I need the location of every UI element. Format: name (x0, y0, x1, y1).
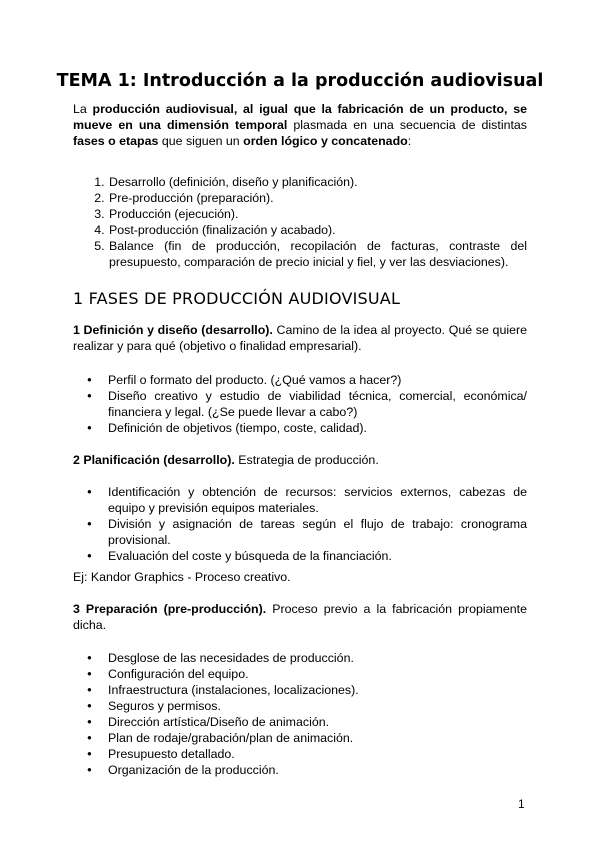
section-1-heading: 1 Definición y diseño (desarrollo). (73, 323, 273, 337)
list-item: ● Configuración del equipo. (108, 666, 527, 682)
list-item: ● Dirección artística/Diseño de animación. (108, 714, 527, 730)
list-item: ● Evaluación del coste y búsqueda de la financiación. (108, 548, 527, 564)
phases-list (73, 174, 527, 270)
list-item: ● Perfil o formato del producto. (¿Qué vamos a hacer?) (108, 372, 527, 388)
list-item: 3. Producción (ejecución). (108, 206, 527, 222)
section-3-list (73, 650, 527, 778)
intro-bold-1: producción audiovisual, al igual que la fabricación de un producto, se mueve en una dimensión temporal (73, 102, 527, 132)
list-item: ● Infraestructura (instalaciones, localizaciones). (108, 682, 527, 698)
section-2-heading: 2 Planificación (desarrollo). (73, 453, 235, 467)
list-item: ● Organización de la producción. (108, 762, 527, 778)
list-item: 5. Balance (fin de producción, recopilación de facturas, contraste del presupuesto, comparación de precio inicial y fiel, y ver las desviaciones). (108, 238, 527, 270)
intro-text-3: que siguen un (158, 134, 244, 148)
list-item: ● Seguros y permisos. (108, 698, 527, 714)
section-3-text: Proceso previo a la fabricación propiamente dicha. (73, 602, 527, 632)
list-item: 2. Pre-producción (preparación). (108, 190, 527, 206)
section-heading: 1 FASES DE PRODUCCIÓN AUDIOVISUAL (73, 289, 401, 308)
example-text: Ej: Kandor Graphics - Proceso creativo. (73, 570, 291, 584)
example-line (73, 569, 527, 585)
list-item: ● Desglose de las necesidades de producción. (108, 650, 527, 666)
section-1-list (73, 372, 527, 436)
list-item: ● Diseño creativo y estudio de viabilidad técnica, comercial, económica/ financiera y legal. (¿Se puede llevar a cabo?) (108, 388, 527, 420)
list-item: 1. Desarrollo (definición, diseño y planificación). (108, 174, 527, 190)
list-item: ● Plan de rodaje/grabación/plan de animación. (108, 730, 527, 746)
section-1-paragraph (73, 322, 527, 354)
intro-text-2: plasmada en una secuencia de distintas (287, 118, 527, 132)
intro-text-4: : (407, 134, 412, 148)
intro-paragraph (73, 101, 527, 149)
intro-text-1: La (73, 102, 93, 116)
document-title: TEMA 1: Introducción a la producción audiovisual (56, 71, 544, 91)
intro-bold-3: orden lógico y concatenado (243, 134, 408, 148)
intro-bold-2: fases o etapas (73, 134, 159, 148)
list-item: ● Definición de objetivos (tiempo, coste, calidad). (108, 420, 527, 436)
section-3-heading: 3 Preparación (pre-producción). (73, 602, 267, 616)
section-2-list (73, 484, 527, 564)
section-1-text: Camino de la idea al proyecto. Qué se quiere realizar y para qué (objetivo o finalidad empresarial). (73, 323, 528, 353)
page-number: 1 (518, 797, 525, 811)
section-2-text: Estrategia de producción. (234, 453, 379, 467)
section-3-paragraph (73, 601, 527, 633)
list-item: ● División y asignación de tareas según el flujo de trabajo: cronograma provisional. (108, 516, 527, 548)
list-item: 4. Post-producción (finalización y acabado). (108, 222, 527, 238)
section-2-paragraph (73, 452, 527, 468)
list-item: ● Presupuesto detallado. (108, 746, 527, 762)
list-item: ● Identificación y obtención de recursos: servicios externos, cabezas de equipo y previsión equipos materiales. (108, 484, 527, 516)
